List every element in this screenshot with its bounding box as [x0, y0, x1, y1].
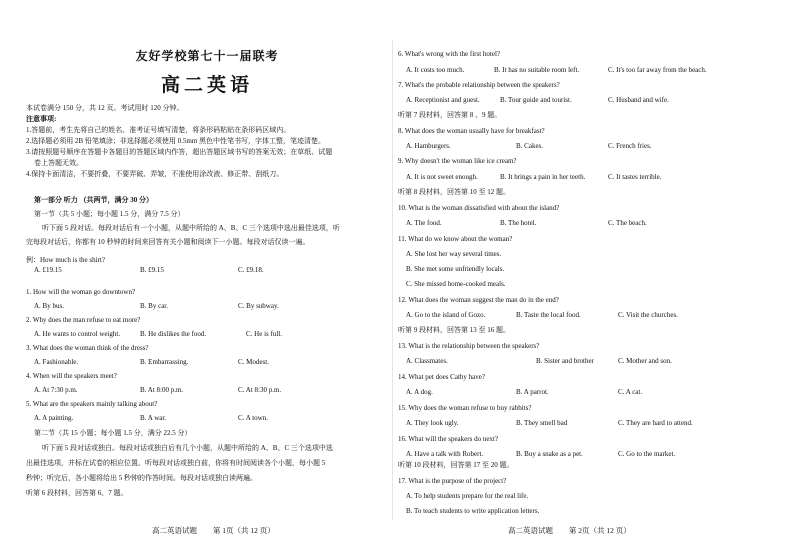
option-c: C. It tastes terrible. [608, 173, 662, 181]
question-17: 17. What is the purpose of the project? [398, 477, 507, 485]
listen-9: 听第 9 段材料，回答第 13 至 16 题。 [398, 326, 510, 334]
option-b: B. It brings a pain in her teeth. [500, 173, 586, 181]
footer-left [152, 525, 275, 536]
footer-right-name: 高二英语试题 [508, 526, 553, 535]
section2-instruction-2: 出最佳选项，并标在试卷的相应位置。听每段对话或独白前，你将有时间阅读各个小题，每小题 5 [26, 459, 326, 467]
exam-title: 友好学校第七十一届联考 [135, 49, 279, 63]
option-a: A. At 7:30 p.m. [34, 386, 78, 394]
question-14: 14. What pet does Cathy have? [398, 373, 485, 381]
section2-instruction-1: 听下面 5 段对话或独白。每段对话或独白后有几个小题，从题中所给的 A、B、C 三个选项中选 [42, 444, 333, 452]
subject-title: 高二英语 [160, 75, 253, 96]
note-3: 3.请按照题号顺序在答题卡各题目的答题区域内作答，超出答题区域书写的答案无效；在草纸、试题 [26, 148, 333, 156]
footer-left-page: 第 1页（共 12 页） [212, 526, 275, 535]
question-9: 9. Why doesn't the woman like ice cream? [398, 157, 517, 165]
column-divider [392, 40, 393, 520]
section1-instruction-1: 听下面 5 段对话。每段对话后有一个小题，从题中所给的 A、B、C 三个选项中选出最佳选项，听 [42, 224, 340, 232]
option-b: B. It has no suitable room left. [494, 66, 580, 74]
option-a: A. Have a talk with Robert. [406, 450, 484, 458]
listen-8: 听第 8 段材料，回答第 10 至 12 题。 [398, 188, 510, 196]
option-a: A. Go to the island of Gozo. [406, 311, 486, 319]
question-10: 10. What is the woman dissatisfied with about the island? [398, 204, 560, 212]
option-b: B. The hotel. [500, 219, 537, 227]
option-c: C. The beach. [608, 219, 647, 227]
option-c: C. A cat. [618, 388, 643, 396]
option-c: C. At 8:30 p.m. [238, 386, 282, 394]
question-4: 4. When will the speakers meet? [26, 372, 117, 380]
option-b: B. Tour guide and tourist. [500, 96, 572, 104]
listen-7: 听第 7 段材料，回答第 8 、9 题。 [398, 111, 502, 119]
option-a: A. Fashionable. [34, 358, 79, 366]
option-a: A. A dog. [406, 388, 433, 396]
score-line: 本试卷满分 150 分，共 12 页。考试用时 120 分钟。 [26, 104, 184, 112]
question-7: 7. What's the probable relationship between the speakers? [398, 81, 560, 89]
question-11-option-c: C. She missed home-cooked meals. [406, 280, 506, 288]
option-a: A. £19.15 [34, 266, 62, 274]
option-a: A. By bus. [34, 302, 64, 310]
question-11-option-b: B. She met some unfriendly locals. [406, 265, 505, 273]
option-b: B. He dislikes the food. [140, 330, 207, 338]
question-15: 15. Why does the woman refuse to buy rabbits? [398, 404, 532, 412]
option-c: C. They are hard to attend. [618, 419, 693, 427]
option-b: B. At 8:00 p.m. [140, 386, 184, 394]
question-17-option-a: A. To help students prepare for the real life. [406, 492, 529, 500]
question-2: 2. Why does the man refuse to eat more? [26, 316, 141, 324]
footer-right [508, 525, 631, 536]
option-c: C. Modest. [238, 358, 269, 366]
part1-title: 第一部分 听力 （共两节，满分 30 分） [34, 196, 153, 204]
option-b: B. Embarrassing. [140, 358, 189, 366]
question-5: 5. What are the speakers mainly talking about? [26, 400, 158, 408]
note-4: 4.保持卡面清洁，不要折叠，不要弄破、弄皱，不准使用涂改液、修正带、刮纸刀。 [26, 170, 284, 178]
option-b: B. By car. [140, 302, 168, 310]
option-a: A. A painting. [34, 414, 74, 422]
section2-title: 第二节（共 15 小题；每小题 1.5 分，满分 22.5 分） [34, 429, 192, 437]
question-6: 6. What's wrong with the first hotel? [398, 50, 501, 58]
option-c: C. Husband and wife. [608, 96, 669, 104]
note-1: 1.答题前，考生先将自己的姓名、准考证号填写清楚，将条形码粘贴在条形码区域内。 [26, 126, 291, 134]
option-a: A. Receptionist and guest. [406, 96, 480, 104]
listen-6: 听第 6 段材料，回答第 6、7 题。 [26, 489, 128, 497]
question-13: 13. What is the relationship between the speakers? [398, 342, 540, 350]
question-3: 3. What does the woman think of the dress? [26, 344, 149, 352]
footer-left-name: 高二英语试题 [152, 526, 197, 535]
option-c: C. £9.18. [238, 266, 264, 274]
option-c: C. Mother and son. [618, 357, 672, 365]
option-a: A. It costs too much. [406, 66, 465, 74]
option-c: C. Go to the market. [618, 450, 676, 458]
question-11: 11. What do we know about the woman? [398, 235, 513, 243]
option-b: B. Sister and brother [536, 357, 594, 365]
option-c: C. By subway. [238, 302, 279, 310]
question-8: 8. What does the woman usually have for breakfast? [398, 127, 545, 135]
question-16: 16. What will the speakers do next? [398, 435, 498, 443]
option-b: B. They smell bad [516, 419, 568, 427]
note-2: 2.选择题必须用 2B 铅笔填涂；非选择题必须使用 0.5mm 黑色中性笔书写，字体工整，笔迹清楚。 [26, 137, 326, 145]
example-question: 例：How much is the shirt? [26, 256, 105, 264]
option-b: B. Cakes. [516, 142, 544, 150]
question-17-option-b: B. To teach students to write application letters. [406, 507, 540, 515]
option-b: B. Taste the local food. [516, 311, 581, 319]
question-12: 12. What does the woman suggest the man do in the end? [398, 296, 559, 304]
question-11-option-a: A. She lost her way several times. [406, 250, 502, 258]
option-b: B. £9.15 [140, 266, 164, 274]
option-c: C. He is full. [246, 330, 282, 338]
option-c: C. Visit the churches. [618, 311, 678, 319]
option-a: A. He wants to control weight. [34, 330, 121, 338]
option-a: A. It is not sweet enough. [406, 173, 478, 181]
option-c: C. A town. [238, 414, 268, 422]
section1-title: 第一节（共 5 小题；每小题 1.5 分，满分 7.5 分） [34, 210, 185, 218]
option-a: A. Classmates. [406, 357, 448, 365]
notes-title: 注意事项: [26, 115, 57, 123]
option-a: A. The food. [406, 219, 442, 227]
option-a: A. Hamburgers. [406, 142, 451, 150]
listen-10: 听第 10 段材料，回答第 17 至 20 题。 [398, 461, 514, 469]
section1-instruction-2: 完每段对话后，你都有 10 秒钟的时间来回答有关小题和阅读下一小题。每段对话仅读一遍。 [26, 238, 310, 246]
question-1: 1. How will the woman go downtown? [26, 288, 136, 296]
option-b: B. A parrot. [516, 388, 549, 396]
option-b: B. Buy a snake as a pet. [516, 450, 583, 458]
section2-instruction-3: 秒钟；听完后，各小题将给出 5 秒钟的作答时间。每段对话或独白读两遍。 [26, 474, 257, 482]
option-b: B. A war. [140, 414, 167, 422]
option-a: A. They look ugly. [406, 419, 459, 427]
option-c: C. French fries. [608, 142, 652, 150]
note-3-cont: 卷上答题无效。 [34, 159, 83, 167]
footer-right-page: 第 2页（共 12 页） [568, 526, 631, 535]
option-c: C. It's too far away from the beach. [608, 66, 707, 74]
